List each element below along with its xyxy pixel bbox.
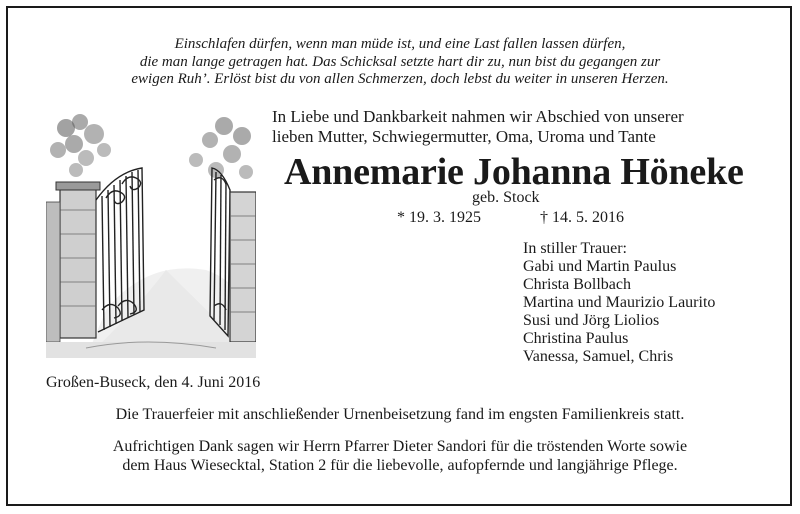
poem-line: ewigen Ruh’. Erlöst bist du von allen Schmerzen, doch lebst du weiter in unseren Herzen. (131, 71, 669, 87)
mourner-name: Gabi und Martin Paulus (523, 258, 677, 275)
poem-line: die man lange getragen hat. Das Schicksal setzte hart dir zu, nun bist du gegangen zur (139, 53, 661, 70)
poem (0, 36, 800, 89)
place-and-date: Großen-Buseck, den 4. Juni 2016 (46, 374, 261, 391)
mourner-name: Martina und Maurizio Laurito (523, 294, 716, 311)
mourner-name: Christa Bollbach (523, 276, 631, 293)
mourner-name: Christina Paulus (523, 330, 629, 347)
garden-gate-illustration (46, 110, 256, 358)
death-date: † 14. 5. 2016 (540, 209, 624, 226)
thanks-text (0, 437, 800, 475)
maiden-name: geb. Stock (472, 189, 540, 206)
thanks-line: dem Haus Wiesecktal, Station 2 für die liebevolle, aufopfernde und langjährige Pflege. (122, 457, 678, 474)
deceased-name: Annemarie Johanna Höneke (284, 151, 744, 193)
mourners-list (523, 240, 715, 366)
thanks-line: Aufrichtigen Dank sagen wir Herrn Pfarrer Dieter Sandori für die tröstenden Worte sowie (112, 438, 688, 455)
intro-line: lieben Mutter, Schwiegermutter, Oma, Uroma und Tante (272, 126, 656, 146)
intro-text (272, 107, 772, 146)
poem-line: Einschlafen dürfen, wenn man müde ist, und eine Last fallen lassen dürfen, (174, 36, 626, 52)
birth-date: * 19. 3. 1925 (397, 209, 481, 226)
mourner-name: Susi und Jörg Liolios (523, 312, 660, 329)
mourners-heading: In stiller Trauer: (523, 240, 627, 257)
funeral-note: Die Trauerfeier mit anschließender Urnenbeisetzung fand im engsten Familienkreis statt. (115, 406, 685, 423)
intro-line: In Liebe und Dankbarkeit nahmen wir Abschied von unserer (272, 107, 684, 126)
mourner-name: Vanessa, Samuel, Chris (523, 348, 674, 365)
